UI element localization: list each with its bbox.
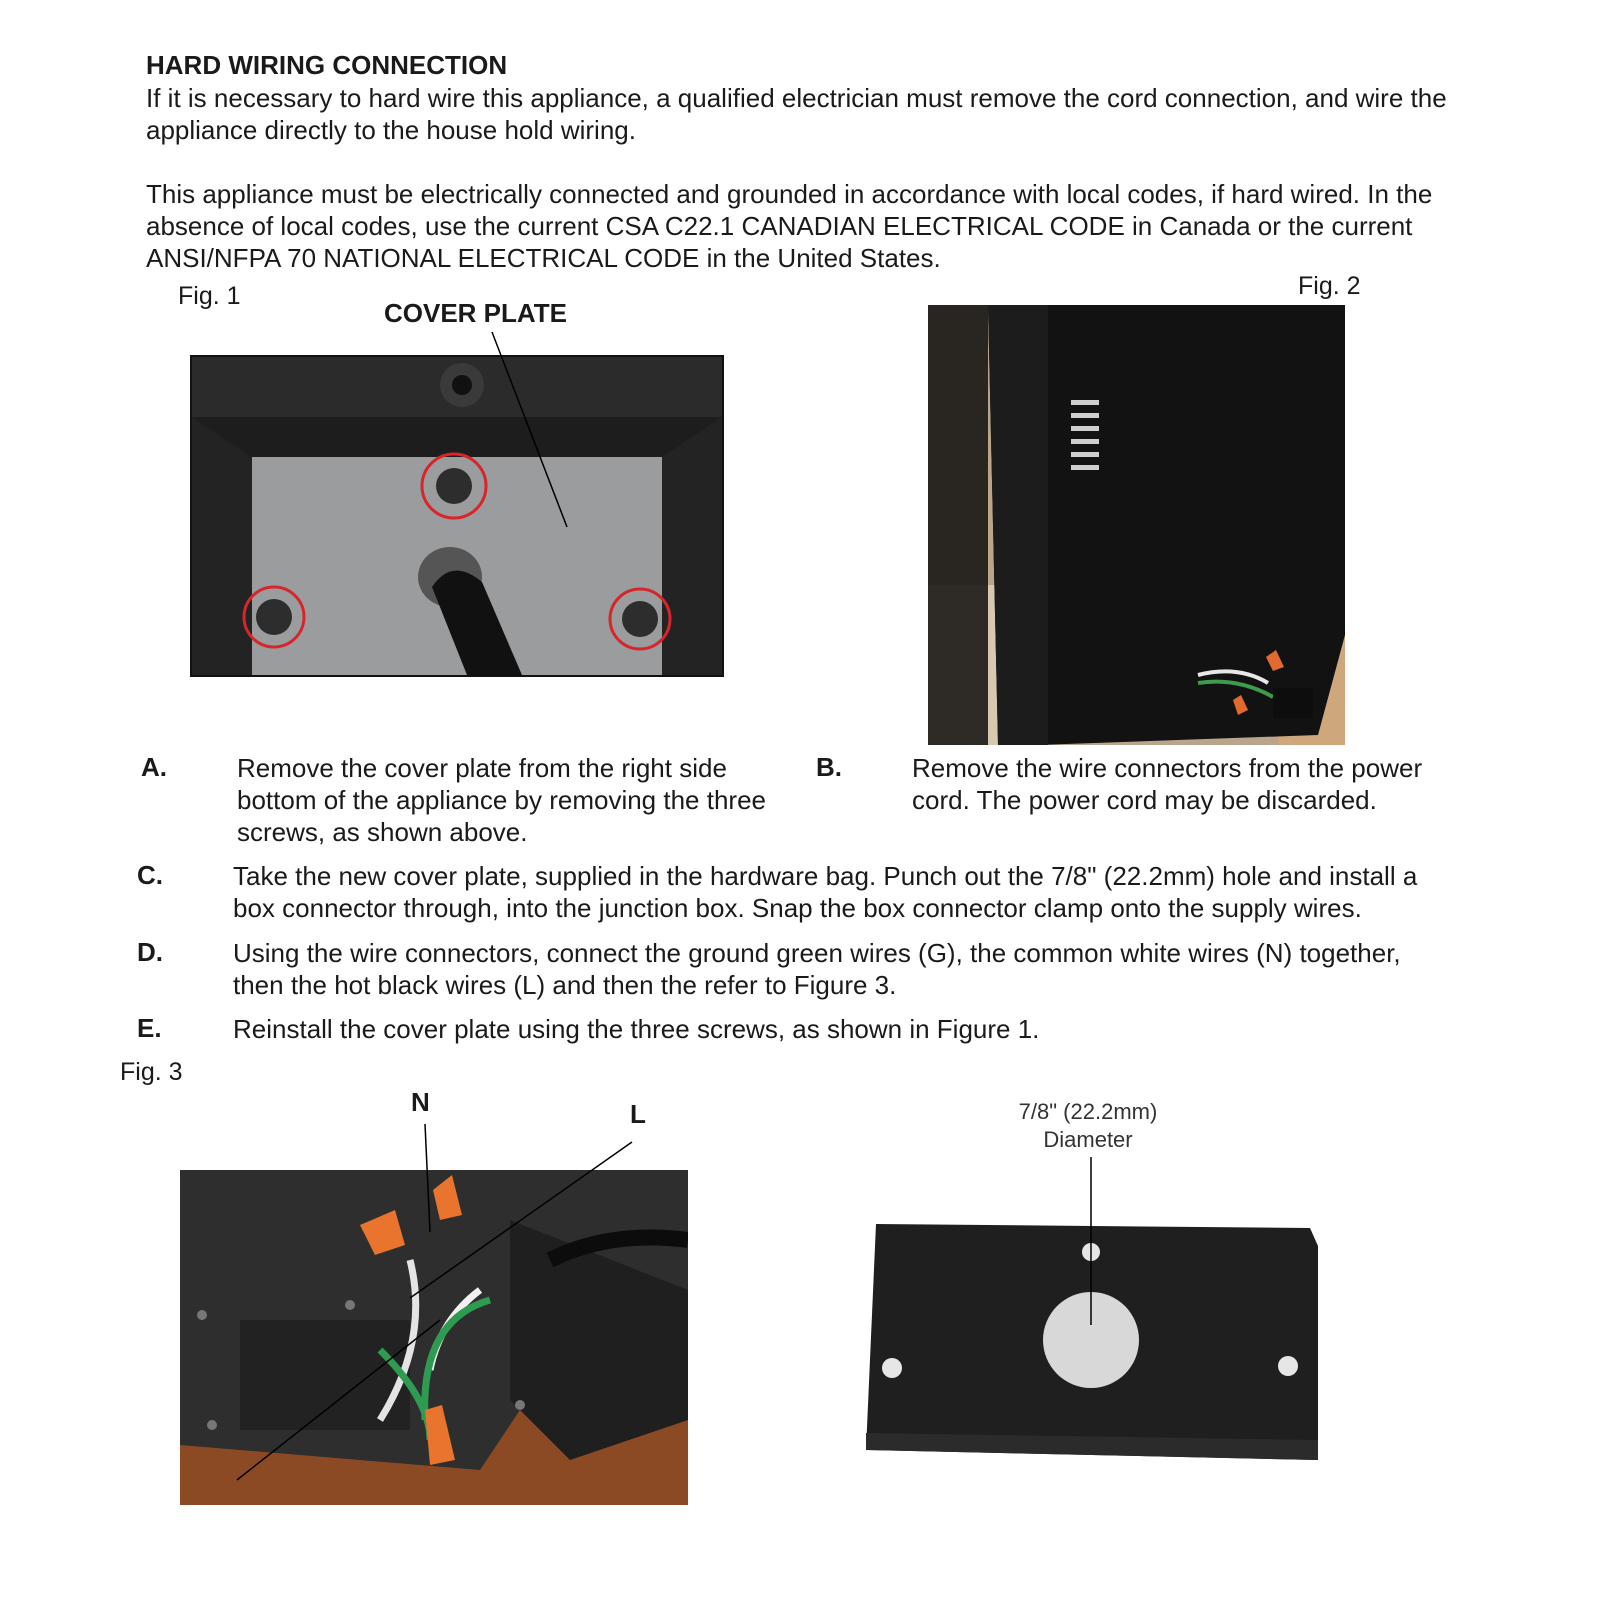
- cover-plate-callout: COVER PLATE: [384, 298, 567, 328]
- fig1-cover-plate-photo: [190, 355, 724, 677]
- step-b-letter: B.: [816, 752, 842, 782]
- intro-paragraph: If it is necessary to hard wire this appliance, a qualified electrician must remove the cord connection, and wire the appliance directly to the house hold wiring.: [146, 83, 1447, 145]
- diameter-callout: [1008, 1098, 1168, 1154]
- step-c-letter: C.: [137, 860, 163, 890]
- step-d-text: Using the wire connectors, connect the ground green wires (G), the common white wires (N) together, then the hot black wires (L) and then the refer to Figure 3.: [233, 938, 1401, 1000]
- neutral-callout: N: [411, 1087, 430, 1117]
- diameter-callout-line1: 7/8" (22.2mm): [1018, 1099, 1158, 1124]
- step-e-letter: E.: [137, 1013, 162, 1043]
- step-a-text: Remove the cover plate from the right side bottom of the appliance by removing the three screws, as shown above.: [237, 753, 766, 847]
- fig3-wiring-photo: [180, 1170, 688, 1505]
- step-c-text: Take the new cover plate, supplied in the hardware bag. Punch out the 7/8" (22.2mm) hole and install a box connector through, into the junction box. Snap the box connector clamp onto the supply wires.: [233, 861, 1418, 923]
- step-d-letter: D.: [137, 937, 163, 967]
- step-a-letter: A.: [141, 752, 167, 782]
- fig1-label: Fig. 1: [178, 282, 241, 310]
- step-e-text: Reinstall the cover plate using the three screws, as shown in Figure 1.: [233, 1014, 1040, 1044]
- step-b-text: Remove the wire connectors from the power cord. The power cord may be discarded.: [912, 753, 1423, 815]
- new-cover-plate-photo: [862, 1218, 1320, 1474]
- diameter-callout-line2: Diameter: [1043, 1127, 1133, 1152]
- fig2-label: Fig. 2: [1298, 272, 1361, 300]
- section-title: HARD WIRING CONNECTION: [146, 50, 508, 80]
- fig2-appliance-photo: [928, 305, 1345, 745]
- code-paragraph: This appliance must be electrically connected and grounded in accordance with local codes, if hard wired. In the absence of local codes, use the current CSA C22.1 CANADIAN ELECTRICAL CODE in Canada or the current ANSI/NFPA 70 NATIONAL ELECTRICAL CODE in the United States.: [146, 179, 1433, 273]
- fig3-label: Fig. 3: [120, 1058, 183, 1086]
- line-callout: L: [630, 1099, 646, 1129]
